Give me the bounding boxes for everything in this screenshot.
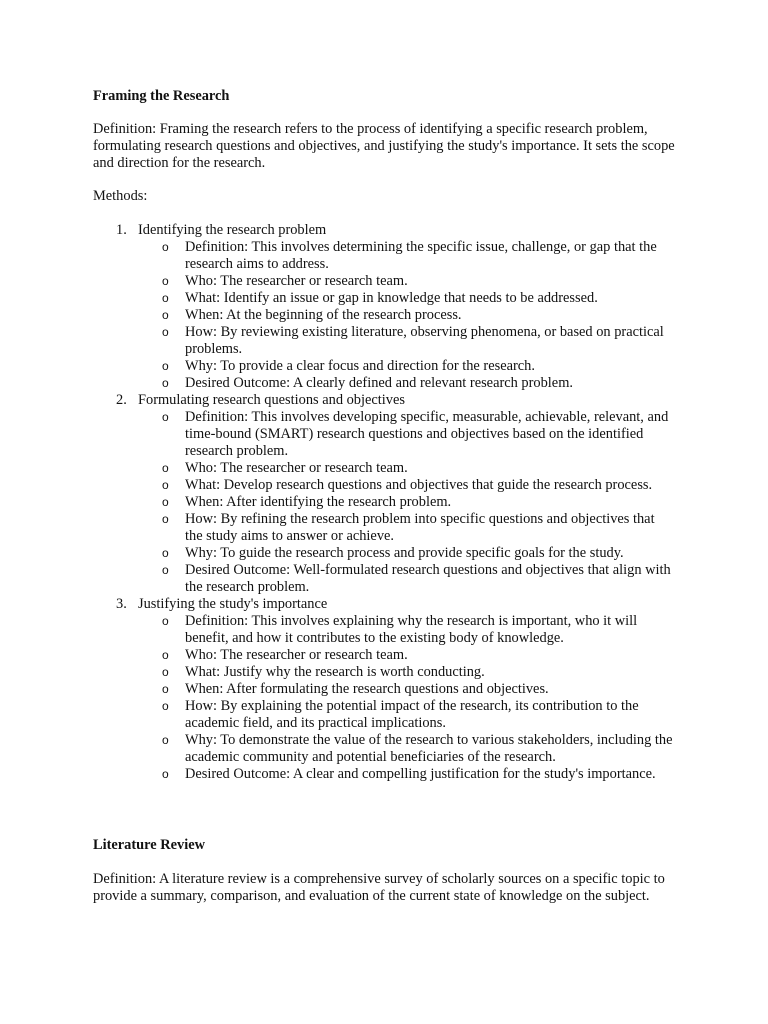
- method-detail-item: [0, 562, 675, 596]
- method-detail-item: [0, 358, 675, 375]
- bullet-icon: o: [162, 665, 169, 679]
- method-detail-text: When: After identifying the research problem.: [185, 494, 452, 510]
- method-detail-item: [0, 460, 675, 477]
- method-detail-item: [0, 545, 675, 562]
- bullet-icon: o: [162, 308, 169, 322]
- method-detail-text: Why: To provide a clear focus and direction for the research.: [185, 358, 535, 374]
- method-detail-item: [0, 681, 675, 698]
- method-detail-text: Who: The researcher or research team.: [185, 460, 408, 476]
- method-detail-item: [0, 273, 675, 290]
- bullet-icon: o: [162, 648, 169, 662]
- method-detail-text: Desired Outcome: Well-formulated research questions and objectives that align with the research problem.: [185, 562, 671, 595]
- method-number: 3.: [116, 596, 127, 612]
- method-detail-text: Definition: This involves explaining why the research is important, who it will benefit, and how it contributes to the existing body of knowledge.: [185, 613, 638, 646]
- bullet-icon: o: [162, 614, 169, 628]
- method-detail-item: [0, 494, 675, 511]
- method-detail-text: How: By refining the research problem into specific questions and objectives that the study aims to answer or achieve.: [185, 511, 655, 544]
- bullet-icon: o: [162, 563, 169, 577]
- method-number: 1.: [116, 222, 127, 238]
- method-detail-text: Desired Outcome: A clearly defined and relevant research problem.: [185, 375, 573, 391]
- method-detail-text: Who: The researcher or research team.: [185, 647, 408, 663]
- bullet-icon: o: [162, 274, 169, 288]
- methods-label: Methods:: [93, 188, 148, 204]
- method-item-justifying-importance: [0, 596, 768, 783]
- bullet-icon: o: [162, 699, 169, 713]
- method-detail-text: Why: To demonstrate the value of the research to various stakeholders, including the academic community and potential beneficiaries of the research.: [185, 732, 673, 765]
- method-detail-text: Desired Outcome: A clear and compelling justification for the study's importance.: [185, 766, 656, 782]
- method-detail-item: [0, 664, 675, 681]
- methods-list: [0, 222, 768, 783]
- bullet-icon: o: [162, 376, 169, 390]
- method-detail-item: [0, 375, 675, 392]
- method-detail-text: How: By reviewing existing literature, observing phenomena, or based on practical problems.: [185, 324, 664, 357]
- bullet-icon: o: [162, 359, 169, 373]
- method-title: Identifying the research problem: [138, 222, 327, 238]
- bullet-icon: o: [162, 240, 169, 254]
- section-title-literature-review: Literature Review: [93, 837, 206, 853]
- bullet-icon: o: [162, 495, 169, 509]
- method-detail-text: Definition: This involves determining the specific issue, challenge, or gap that the research aims to address.: [185, 239, 657, 272]
- method-detail-item: [0, 290, 675, 307]
- literature-definition: Definition: A literature review is a comprehensive survey of scholarly sources on a specific topic to provide a summary, comparison, and evaluation of the current state of knowledge on the subject.: [93, 871, 665, 904]
- method-item-formulating-questions: [0, 392, 768, 596]
- method-detail-text: How: By explaining the potential impact of the research, its contribution to the academic field, and its practical implications.: [185, 698, 639, 731]
- method-detail-list: [0, 409, 768, 596]
- method-title: Justifying the study's importance: [138, 596, 328, 612]
- method-detail-text: What: Develop research questions and objectives that guide the research process.: [185, 477, 653, 493]
- method-detail-item: [0, 613, 675, 647]
- method-number: 2.: [116, 392, 127, 408]
- bullet-icon: o: [162, 410, 169, 424]
- method-item-identifying-problem: [0, 222, 768, 392]
- method-detail-item: [0, 307, 675, 324]
- method-detail-item: [0, 239, 675, 273]
- method-detail-list: [0, 613, 768, 783]
- bullet-icon: o: [162, 291, 169, 305]
- method-detail-text: Definition: This involves developing specific, measurable, achievable, relevant, and time-bound (SMART) research questions and objectives based on the identified research problem.: [185, 409, 669, 459]
- method-detail-text: When: After formulating the research questions and objectives.: [185, 681, 549, 697]
- bullet-icon: o: [162, 512, 169, 526]
- method-detail-item: [0, 698, 675, 732]
- bullet-icon: o: [162, 733, 169, 747]
- method-detail-item: [0, 409, 675, 460]
- method-detail-list: [0, 239, 768, 392]
- method-detail-item: [0, 647, 675, 664]
- method-detail-text: Who: The researcher or research team.: [185, 273, 408, 289]
- method-detail-text: When: At the beginning of the research process.: [185, 307, 462, 323]
- method-detail-text: What: Identify an issue or gap in knowledge that needs to be addressed.: [185, 290, 598, 306]
- bullet-icon: o: [162, 461, 169, 475]
- method-detail-item: [0, 732, 675, 766]
- bullet-icon: o: [162, 682, 169, 696]
- framing-definition: Definition: Framing the research refers to the process of identifying a specific research problem, formulating research questions and objectives, and justifying the study's importance. It sets the scope and direction for the research.: [93, 121, 675, 171]
- bullet-icon: o: [162, 478, 169, 492]
- bullet-icon: o: [162, 767, 169, 781]
- section-title-framing: Framing the Research: [93, 88, 230, 104]
- method-detail-text: What: Justify why the research is worth conducting.: [185, 664, 485, 680]
- method-detail-item: [0, 766, 675, 783]
- method-detail-item: [0, 511, 675, 545]
- method-detail-item: [0, 477, 675, 494]
- method-detail-text: Why: To guide the research process and provide specific goals for the study.: [185, 545, 624, 561]
- bullet-icon: o: [162, 325, 169, 339]
- method-title: Formulating research questions and objectives: [138, 392, 405, 408]
- method-detail-item: [0, 324, 675, 358]
- bullet-icon: o: [162, 546, 169, 560]
